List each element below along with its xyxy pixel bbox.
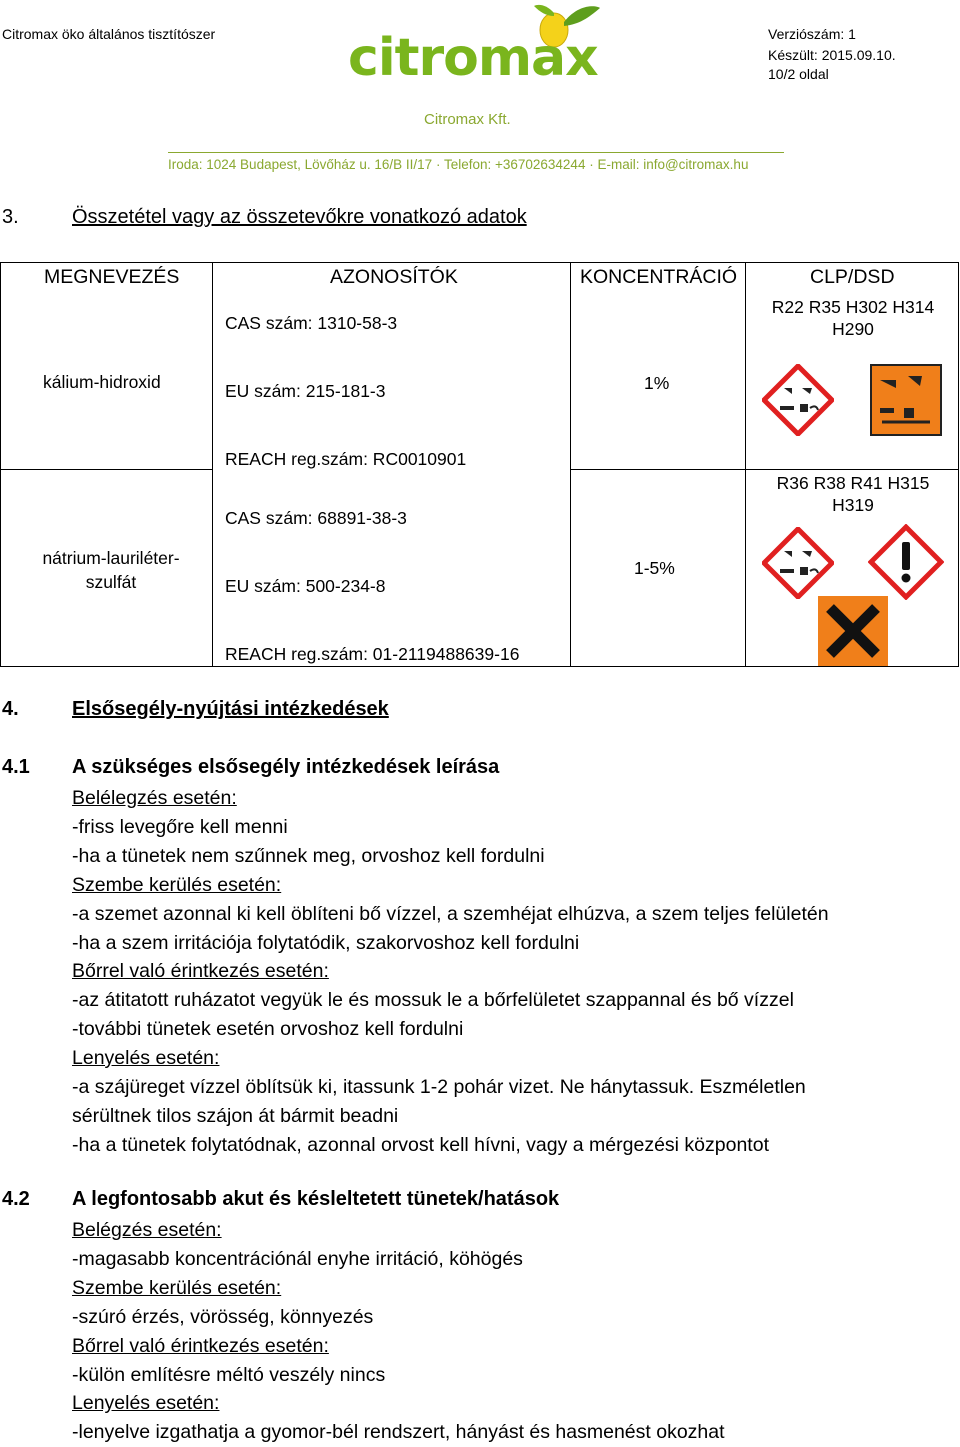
table-cell-clp: R36 R38 R41 H315 H319 xyxy=(776,473,930,515)
corrosion-icon xyxy=(762,527,834,599)
exposure-route-label: Szembe kerülés esetén: xyxy=(72,1276,282,1299)
table-cell-cas: CAS szám: 68891-38-3 xyxy=(225,508,407,528)
section-4-number: 4. xyxy=(2,698,19,720)
exposure-route-label: Belégzés esetén: xyxy=(72,1219,222,1241)
table-header-clp: CLP/DSD xyxy=(810,266,895,288)
instruction-line: -külön említésre méltó veszély nincs xyxy=(72,1363,386,1386)
table-cell-reach: REACH reg.szám: 01-2119488639-16 xyxy=(225,644,520,664)
instruction-line: -lenyelve izgathatja a gyomor-bél rendszert, hányást és hasmenést okozhat xyxy=(72,1421,725,1444)
corrosion-icon xyxy=(762,364,834,436)
subsection-4-1-number: 4.1 xyxy=(2,756,30,778)
table-cell-concentration: 1-5% xyxy=(634,558,675,578)
exposure-route-label: Lenyelés esetén: xyxy=(72,1392,220,1415)
table-header-concentration: KONCENTRÁCIÓ xyxy=(580,266,738,288)
exposure-route-label: Bőrrel való érintkezés esetén: xyxy=(72,960,329,983)
exposure-route-label: Szembe kerülés esetén: xyxy=(72,873,282,896)
table-cell-clp: R22 R35 H302 H314 H290 xyxy=(771,297,935,339)
table-col-divider xyxy=(212,262,213,667)
table-cell-reach: REACH reg.szám: RC0010901 xyxy=(225,449,467,469)
instruction-line: -ha a szem irritációja folytatódik, szakorvoshoz kell fordulni xyxy=(72,931,580,954)
table-row-divider xyxy=(570,469,959,470)
table-cell-name: nátrium-lauriléter-szulfát xyxy=(42,548,180,592)
table-cell-concentration: 1% xyxy=(644,373,670,393)
table-row-divider xyxy=(0,469,212,470)
instruction-line: sérültnek tilos szájon át bármit beadni xyxy=(72,1104,399,1127)
harmful-x-icon xyxy=(818,596,888,666)
table-border-top xyxy=(0,262,959,263)
header-rule xyxy=(168,152,784,153)
section-3-title: Összetétel vagy az összetevőkre vonatkozó adatok xyxy=(72,206,527,228)
logo xyxy=(348,2,608,102)
table-header-name: MEGNEVEZÉS xyxy=(44,266,180,288)
table-col-divider xyxy=(570,262,571,667)
table-border-right xyxy=(958,262,959,667)
page-number: 10/2 oldal xyxy=(768,66,829,82)
instruction-line: -a szemet azonnal ki kell öblíteni bő vízzel, a szemhéjat elhúzva, a szem teljes felületén xyxy=(72,902,829,925)
table-border-bottom xyxy=(0,666,959,667)
version: Verziószám: 1 xyxy=(768,26,856,42)
table-col-divider xyxy=(745,262,746,667)
company-name: Citromax Kft. xyxy=(424,111,511,128)
instruction-line: -szúró érzés, vörösség, könnyezés xyxy=(72,1305,374,1328)
instruction-line: -további tünetek esetén orvoshoz kell fordulni xyxy=(72,1018,464,1041)
instruction-line: -ha a tünetek nem szűnnek meg, orvoshoz kell fordulni xyxy=(72,844,545,867)
table-cell-eu: EU szám: 215-181-3 xyxy=(225,381,386,401)
logo-wordmark: citromax xyxy=(348,28,598,88)
instruction-line: -az átitatott ruházatot vegyük le és mossuk le a bőrfelületet szappannal és bő vízzel xyxy=(72,989,794,1012)
company-address: Iroda: 1024 Budapest, Lövőház u. 16/B II/17 · Telefon: +36702634244 · E-mail: info@citromax.hu xyxy=(168,157,749,172)
instruction-line: -a szájüreget vízzel öblítsük ki, itassunk 1-2 pohár vizet. Ne hánytassuk. Eszméletlen xyxy=(72,1076,806,1098)
table-cell-cas: CAS szám: 1310-58-3 xyxy=(225,313,398,333)
corrosive-orange-icon xyxy=(870,364,942,436)
table-cell-name: kálium-hidroxid xyxy=(43,372,161,392)
subsection-4-2-title: A legfontosabb akut és késleltetett tünetek/hatások xyxy=(72,1188,560,1210)
subsection-4-1-title: A szükséges elsősegély intézkedések leírása xyxy=(72,756,500,778)
instruction-line: -ha a tünetek folytatódnak, azonnal orvost kell hívni, vagy a mérgezési központot xyxy=(72,1133,769,1156)
table-cell-eu: EU szám: 500-234-8 xyxy=(225,576,386,596)
table-border-left xyxy=(0,262,1,667)
section-4-title: Elsősegély-nyújtási intézkedések xyxy=(72,698,389,720)
product-name: Citromax öko általános tisztítószer xyxy=(2,26,216,42)
exclamation-icon xyxy=(868,524,944,600)
exposure-route-label: Lenyelés esetén: xyxy=(72,1047,220,1070)
exposure-route-label: Belélegzés esetén: xyxy=(72,787,237,809)
instruction-line: -friss levegőre kell menni xyxy=(72,815,288,838)
created-date: Készült: 2015.09.10. xyxy=(768,47,896,63)
instruction-line: -magasabb koncentrációnál enyhe irritáció, köhögés xyxy=(72,1247,523,1270)
section-3-number: 3. xyxy=(2,206,19,228)
subsection-4-2-number: 4.2 xyxy=(2,1188,30,1210)
table-header-identifiers: AZONOSÍTÓK xyxy=(330,266,458,288)
exposure-route-label: Bőrrel való érintkezés esetén: xyxy=(72,1334,329,1357)
